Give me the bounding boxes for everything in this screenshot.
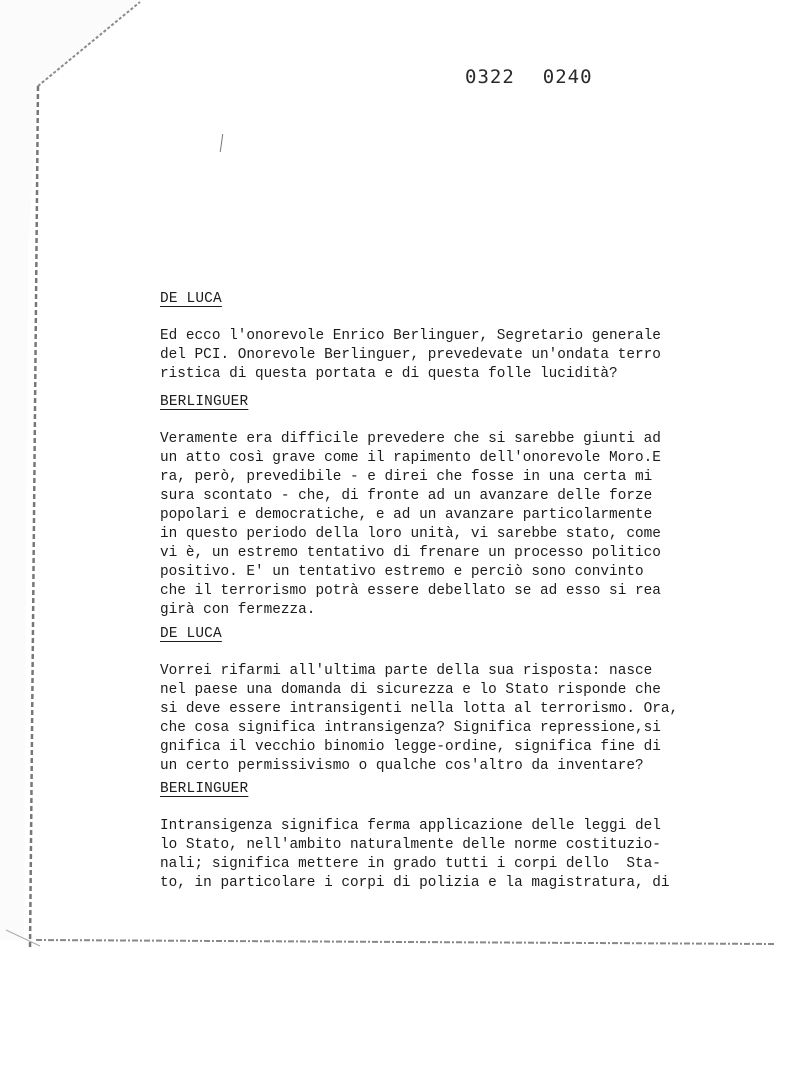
section-berlinguer-2 [160, 780, 670, 893]
section-berlinguer-1 [160, 393, 661, 620]
text-line: gnifica il vecchio binomio legge-ordine, significa fine di [160, 739, 661, 755]
text-line: girà con fermezza. [160, 602, 316, 618]
section-de-luca-1 [160, 290, 661, 384]
text-line: sura scontato - che, di fronte ad un avanzare delle forze [160, 488, 653, 504]
text-line: un atto così grave come il rapimento dell'onorevole Moro.E [160, 450, 661, 466]
speaker-label: DE LUCA [160, 291, 222, 307]
text-line: Ed ecco l'onorevole Enrico Berlinguer, Segretario generale [160, 328, 661, 344]
text-line: che il terrorismo potrà essere debellato se ad esso si rea [160, 583, 661, 599]
text-line: del PCI. Onorevole Berlinguer, prevedevate un'ondata terro [160, 347, 661, 363]
text-line: nel paese una domanda di sicurezza e lo Stato risponde che [160, 682, 661, 698]
text-line: Intransigenza significa ferma applicazione delle leggi del [160, 818, 661, 834]
text-line: Veramente era difficile prevedere che si sarebbe giunti ad [160, 431, 661, 447]
page-number-primary: 0322 [465, 66, 515, 88]
speaker-label: BERLINGUER [160, 394, 249, 410]
text-line: si deve essere intransigenti nella lotta al terrorismo. Ora, [160, 701, 679, 717]
section-de-luca-2 [160, 625, 678, 776]
text-line: to, in particolare i corpi di polizia e la magistratura, di [160, 875, 670, 891]
page-number-stamp [465, 66, 621, 88]
text-line: lo Stato, nell'ambito naturalmente delle norme costituzio- [160, 837, 661, 853]
text-line: ristica di questa portata e di questa folle lucidità? [160, 366, 618, 382]
text-line: che cosa significa intransigenza? Significa repressione,si [160, 720, 661, 736]
text-line: vi è, un estremo tentativo di frenare un processo politico [160, 545, 661, 561]
text-line: ra, però, prevedibile - e direi che fosse in una certa mi [160, 469, 653, 485]
text-line: in questo periodo della loro unità, vi sarebbe stato, come [160, 526, 661, 542]
speaker-label: DE LUCA [160, 626, 222, 642]
text-line: nali; significa mettere in grado tutti i corpi dello Sta- [160, 856, 661, 872]
text-line: positivo. E' un tentativo estremo e perciò sono convinto [160, 564, 644, 580]
speaker-label: BERLINGUER [160, 781, 249, 797]
text-line: Vorrei rifarmi all'ultima parte della sua risposta: nasce [160, 663, 653, 679]
page-number-secondary: 0240 [542, 66, 593, 88]
text-line: un certo permissivismo o qualche cos'altro da inventare? [160, 758, 644, 774]
text-line: popolari e democratiche, e ad un avanzare particolarmente [160, 507, 653, 523]
